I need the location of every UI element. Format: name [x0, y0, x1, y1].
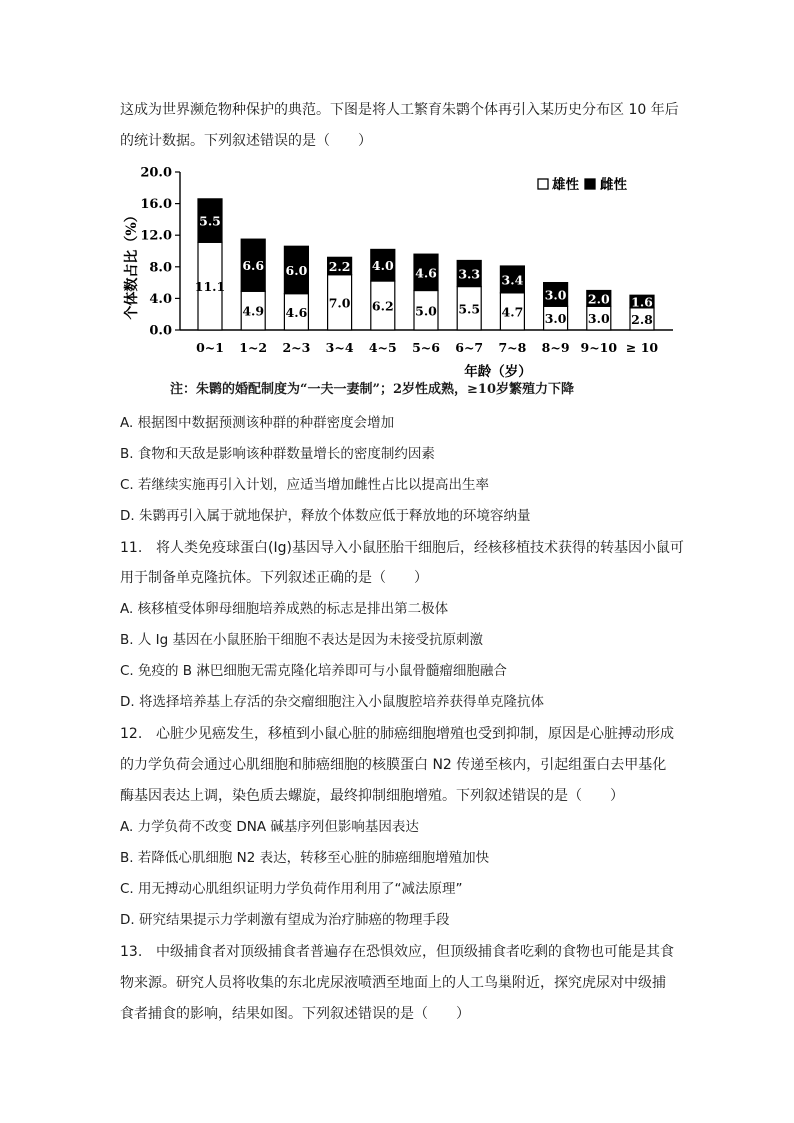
- intro-line-2: 的统计数据。下列叙述错误的是（ ）: [120, 133, 372, 149]
- q12-stem-text: 心脏少见癌发生，移植到小鼠心脏的肺癌细胞增殖也受到抑制，原因是心脏搏动形成: [156, 726, 674, 742]
- q12-stem-line-2: 的力学负荷会通过心肌细胞和肺癌细胞的核膜蛋白 N2 传递至核内，引起组蛋白去甲基化: [120, 757, 667, 773]
- q11-option-c: C. 免疫的 B 淋巴细胞无需克隆化培养即可与小鼠骨髓瘤细胞融合: [120, 663, 507, 679]
- q11-number: 11.: [120, 540, 143, 556]
- y-axis-title: 个体数占比（%）: [124, 208, 140, 320]
- x-tick-label: 7~8: [498, 340, 527, 355]
- q12-stem-line-1: [120, 724, 674, 744]
- x-tick-label: 2~3: [282, 340, 311, 355]
- x-tick-label: 1~2: [239, 340, 268, 355]
- x-tick-label: 3~4: [325, 340, 354, 355]
- q11-stem-line-1: [120, 538, 684, 558]
- bar-value-label-male: 6.2: [371, 298, 394, 314]
- q11-option-a: A. 核移植受体卵母细胞培养成熟的标志是排出第二极体: [120, 601, 449, 617]
- intro-line-1: 这成为世界濒危物种保护的典范。下图是将人工繁育朱鹮个体再引入某历史分布区 10 年后: [120, 102, 679, 118]
- y-tick-label: 20.0: [140, 165, 172, 181]
- q12-option-b: B. 若降低心肌细胞 N2 表达，转移至心脏的肺癌细胞增殖加快: [120, 850, 490, 866]
- y-tick-label: 0.0: [149, 323, 172, 339]
- bar-value-label-male: 3.0: [587, 311, 610, 327]
- q10-option-c: C. 若继续实施再引入计划，应适当增加雌性占比以提高出生率: [120, 477, 490, 493]
- bar-value-label-female: 2.0: [587, 291, 610, 307]
- bar-value-label-female: 3.0: [544, 287, 567, 303]
- bar-value-label-male: 5.5: [458, 301, 481, 317]
- bar-value-label-male: 4.9: [242, 303, 265, 319]
- x-axis-title: 年龄（岁）: [464, 364, 532, 380]
- bar-value-label-female: 2.2: [328, 259, 351, 275]
- chart-note: 注：朱鹮的婚配制度为“一夫一妻制”；2岁性成熟，≥10岁繁殖力下降: [170, 382, 574, 397]
- q13-stem-text: 中级捕食者对顶级捕食者普遍存在恐惧效应，但顶级捕食者吃剩的食物也可能是其食: [156, 944, 674, 960]
- y-tick-label: 12.0: [140, 228, 172, 244]
- q12-option-d: D. 研究结果提示力学刺激有望成为治疗肺癌的物理手段: [120, 912, 450, 928]
- bar-value-label-female: 4.6: [415, 265, 437, 281]
- q13-stem-line-2: 物来源。研究人员将收集的东北虎尿液喷洒至地面上的人工鸟巢附近，探究虎尿对中级捕: [120, 975, 666, 991]
- q13-stem-line-1: [120, 942, 674, 962]
- q11-stem-line-2: 用于制备单克隆抗体。下列叙述正确的是（ ）: [120, 570, 428, 586]
- q12-stem-line-3: 酶基因表达上调，染色质去螺旋，最终抑制细胞增殖。下列叙述错误的是（ ）: [120, 788, 624, 804]
- x-tick-label: 9~10: [580, 340, 618, 355]
- bar-value-label-male: 4.7: [501, 304, 524, 320]
- q12-option-a: A. 力学负荷不改变 DNA 碱基序列但影响基因表达: [120, 819, 419, 835]
- bar-value-label-female: 5.5: [199, 213, 221, 229]
- x-tick-label: 0~1: [196, 340, 224, 355]
- y-tick-label: 16.0: [140, 197, 172, 213]
- bar-value-label-female: 4.0: [371, 258, 394, 274]
- bar-value-label-male: 11.1: [194, 279, 226, 295]
- bar-value-label-male: 7.0: [328, 295, 351, 311]
- legend-male-swatch: [538, 179, 548, 189]
- q10-option-a: A. 根据图中数据预测该种群的种群密度会增加: [120, 415, 395, 431]
- y-tick-label: 8.0: [149, 260, 172, 276]
- q10-option-b: B. 食物和天敌是影响该种群数量增长的密度制约因素: [120, 446, 435, 462]
- bar-value-label-female: 3.3: [458, 266, 481, 282]
- bar-value-label-female: 1.6: [631, 294, 653, 310]
- q13-number: 13.: [120, 944, 143, 960]
- x-tick-label: 5~6: [412, 340, 440, 355]
- q12-number: 12.: [120, 726, 143, 742]
- legend-male-label: 雄性: [552, 177, 579, 193]
- bar-value-label-male: 5.0: [415, 303, 437, 319]
- bar-value-label-male: 3.0: [544, 311, 567, 327]
- legend-female-label: 雌性: [600, 177, 627, 193]
- q11-option-d: D. 将选择培养基上存活的杂交瘤细胞注入小鼠腹腔培养获得单克隆抗体: [120, 694, 544, 710]
- x-tick-label: 4~5: [368, 340, 397, 355]
- bar-value-label-male: 4.6: [285, 304, 308, 320]
- x-tick-label: 8~9: [541, 340, 570, 355]
- q11-stem-text: 将人类免疫球蛋白(Ig)基因导入小鼠胚胎干细胞后，经核移植技术获得的转基因小鼠可: [156, 540, 684, 556]
- age-structure-chart: [118, 158, 678, 398]
- q13-stem-line-3: 食者捕食的影响，结果如图。下列叙述错误的是（ ）: [120, 1006, 470, 1022]
- q10-option-d: D. 朱鹮再引入属于就地保护，释放个体数应低于释放地的环境容纳量: [120, 508, 531, 524]
- bar-value-label-female: 6.6: [242, 258, 265, 274]
- bar-value-label-male: 2.8: [631, 311, 653, 327]
- x-tick-label: 6~7: [455, 340, 484, 355]
- y-tick-label: 4.0: [149, 291, 172, 307]
- bar-value-label-female: 6.0: [285, 262, 308, 278]
- x-tick-label: ≥ 10: [625, 340, 659, 355]
- q11-option-b: B. 人 Ig 基因在小鼠胚胎干细胞不表达是因为未接受抗原刺激: [120, 632, 483, 648]
- bar-value-label-female: 3.4: [501, 272, 524, 288]
- legend-female-swatch: [585, 179, 595, 189]
- q12-option-c: C. 用无搏动心肌组织证明力学负荷作用利用了“减法原理”: [120, 881, 463, 897]
